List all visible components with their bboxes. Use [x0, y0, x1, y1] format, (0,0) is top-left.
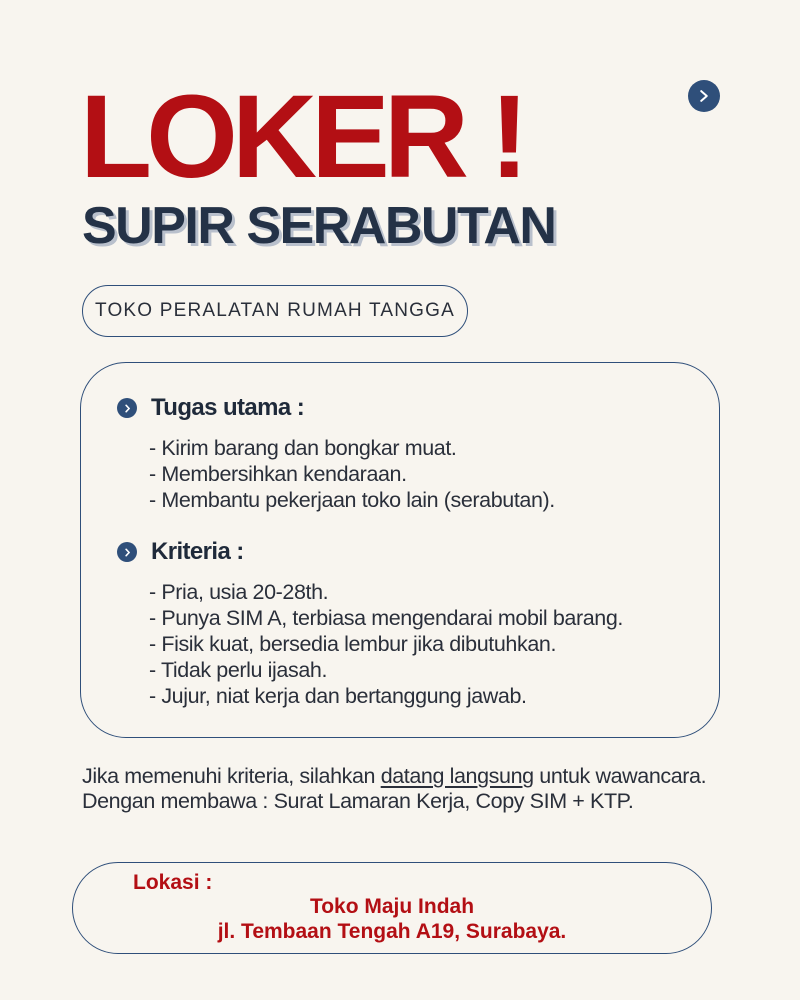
job-details-card: [80, 362, 720, 738]
store-name: Toko Maju Indah: [309, 895, 475, 918]
list-item: - Jujur, niat kerja dan bertanggung jawab.: [149, 684, 527, 708]
store-address: jl. Tembaan Tengah A19, Surabaya.: [217, 920, 567, 943]
list-item: - Membersihkan kendaraan.: [149, 462, 407, 486]
job-title: SUPIR SERABUTAN: [82, 197, 556, 255]
note-line-2: Dengan membawa : Surat Lamaran Kerja, Copy SIM + KTP.: [82, 789, 634, 813]
chevron-right-icon: [117, 398, 137, 418]
chevron-right-icon: [697, 89, 711, 103]
note-text: untuk wawancara.: [533, 764, 707, 788]
criteria-list: [149, 579, 623, 709]
duties-list: [149, 435, 555, 513]
chevron-right-icon: [117, 542, 137, 562]
next-page-button[interactable]: [688, 80, 720, 112]
note-line-1: [82, 764, 732, 789]
page-title: LOKER !: [80, 71, 524, 203]
company-type-badge: TOKO PERALATAN RUMAH TANGGA: [82, 285, 468, 337]
application-note: [82, 764, 732, 814]
list-item: - Pria, usia 20-28th.: [149, 580, 329, 604]
list-item: - Membantu pekerjaan toko lain (serabutan).: [149, 488, 555, 512]
list-item: - Punya SIM A, terbiasa mengendarai mobil barang.: [149, 606, 623, 630]
criteria-heading: [117, 538, 244, 566]
walk-in-link: datang langsung: [380, 764, 534, 788]
list-item: - Kirim barang dan bongkar muat.: [149, 436, 457, 460]
criteria-title: Kriteria :: [151, 538, 244, 565]
location-label: Lokasi :: [133, 871, 213, 894]
list-item: - Tidak perlu ijasah.: [149, 658, 328, 682]
duties-heading: [117, 394, 304, 422]
note-text: Jika memenuhi kriteria, silahkan: [82, 764, 381, 788]
location-box: [72, 862, 712, 954]
list-item: - Fisik kuat, bersedia lembur jika dibutuhkan.: [149, 632, 557, 656]
duties-title: Tugas utama :: [151, 394, 305, 421]
